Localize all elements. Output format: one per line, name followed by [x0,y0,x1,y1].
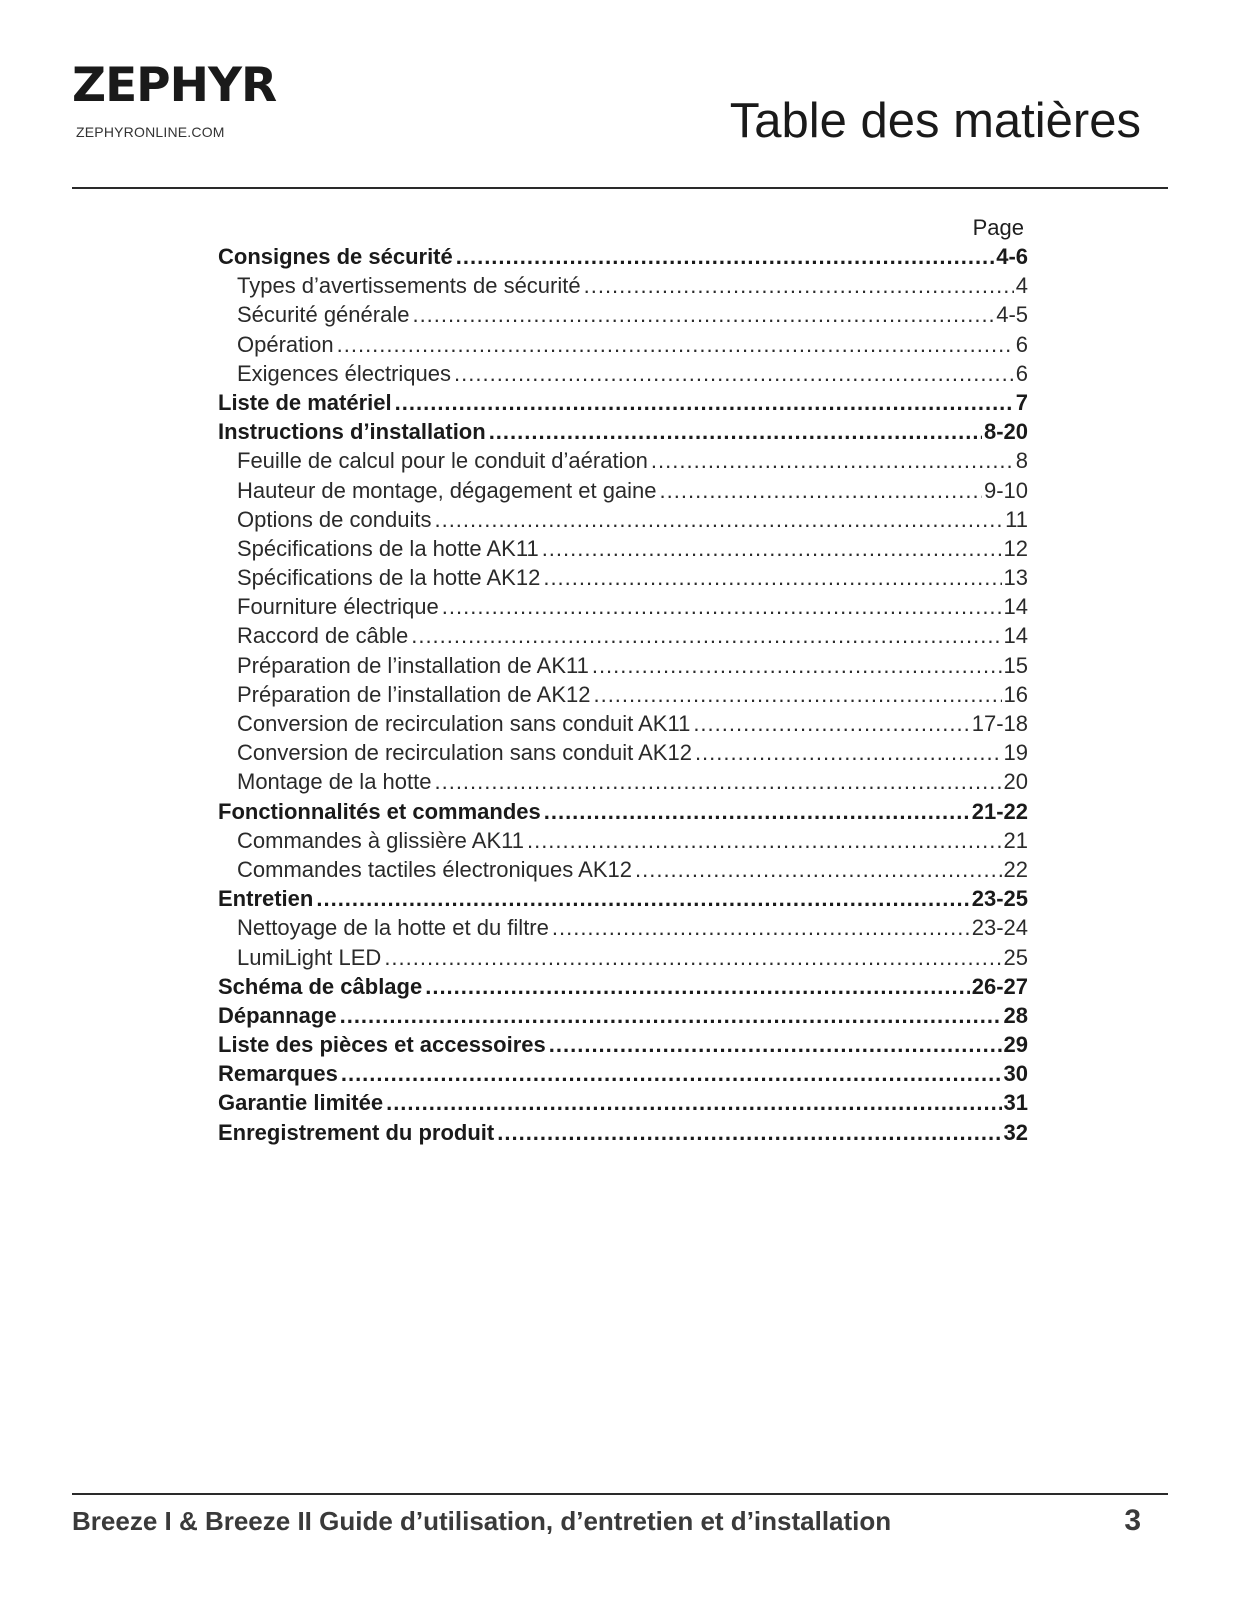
toc-dot-leader [549,1030,1002,1059]
toc-entry-page: 29 [1003,1032,1028,1058]
footer-page-number: 3 [1124,1504,1141,1537]
toc-dot-leader [543,563,1001,592]
toc-entry-label: Options de conduits [237,506,432,532]
toc-entry-page: 17-18 [971,711,1028,736]
toc-entry-label: Remarques [218,1061,338,1087]
toc-subsection-entry [218,330,1028,359]
website-url: ZEPHYRONLINE.COM [76,124,225,140]
footer-document-title: Breeze I & Breeze II Guide d’utilisation, d’entretien et d’installation [72,1506,892,1536]
toc-subsection-entry [218,592,1028,621]
toc-dot-leader [337,330,1014,359]
toc-entry-page: 25 [1003,944,1028,970]
toc-entry-label: Instructions d’installation [218,419,486,445]
toc-subsection-entry [218,709,1028,738]
toc-subsection-entry [218,826,1028,855]
toc-entry-page: 30 [1003,1061,1028,1087]
toc-dot-leader [544,797,970,826]
toc-entry-page: 28 [1003,1002,1028,1028]
toc-entry-page: 15 [1003,652,1028,678]
toc-dot-leader [456,242,994,271]
toc-dot-leader [386,1088,1001,1117]
toc-page-column-header: Page [972,215,1024,240]
toc-section-entry [218,1059,1028,1088]
toc-entry-label: Raccord de câble [237,623,409,649]
toc-entry-label: Opération [237,331,334,357]
toc-subsection-entry [218,651,1028,680]
toc-entry-label: Conversion de recirculation sans conduit AK11 [237,711,691,736]
toc-dot-leader [425,972,970,1001]
toc-section-entry [218,1088,1028,1117]
toc-entry-page: 12 [1003,535,1028,561]
toc-subsection-entry [218,300,1028,329]
toc-dot-leader [340,1001,1002,1030]
toc-dot-leader [454,359,1014,388]
toc-section-entry [218,417,1028,446]
toc-entry-label: Consignes de sécurité [218,244,453,269]
toc-entry-label: Liste des pièces et accessoires [218,1032,546,1058]
toc-dot-leader [497,1118,1001,1147]
toc-entry-label: Dépannage [218,1002,337,1028]
toc-entry-label: Préparation de l’installation de AK12 [237,681,591,707]
toc-subsection-entry [218,738,1028,767]
toc-entry-label: LumiLight LED [237,944,382,970]
toc-entry-label: Types d’avertissements de sécurité [237,273,581,299]
toc-entry-label: Spécifications de la hotte AK12 [237,565,541,591]
toc-section-entry [218,1001,1028,1030]
toc-entry-page: 8-20 [983,419,1028,445]
header-divider [72,187,1168,189]
toc-entry-label: Entretien [218,886,314,912]
toc-subsection-entry [218,767,1028,796]
toc-entry-label: Spécifications de la hotte AK11 [237,535,539,561]
toc-entry-page: 9-10 [983,477,1028,503]
toc-entry-page: 22 [1003,856,1028,882]
toc-entry-page: 8 [1015,448,1028,474]
toc-subsection-entry [218,943,1028,972]
toc-entry-page: 11 [1005,506,1028,532]
toc-entry-label: Hauteur de montage, dégagement et gaine [237,477,657,503]
toc-entry-page: 4-5 [996,302,1028,328]
toc-entry-label: Schéma de câblage [218,973,423,999]
toc-entry-label: Nettoyage de la hotte et du filtre [237,915,549,941]
toc-entry-page: 20 [1003,769,1028,795]
footer-divider [72,1493,1168,1495]
toc-dot-leader [411,621,1001,650]
toc-entry-label: Sécurité générale [237,302,410,328]
toc-entry-label: Conversion de recirculation sans conduit AK12 [237,740,692,766]
toc-dot-leader [527,826,1002,855]
toc-dot-leader [552,913,970,942]
toc-subsection-entry [218,359,1028,388]
toc-entry-label: Commandes à glissière AK11 [237,827,524,853]
toc-subsection-entry [218,680,1028,709]
toc-dot-leader [635,855,1002,884]
toc-dot-leader [693,709,969,738]
toc-entry-page: 14 [1003,594,1028,620]
toc-section-entry [218,797,1028,826]
toc-dot-leader [651,446,1014,475]
toc-entry-page: 23-25 [971,886,1028,912]
toc-entry-page: 32 [1003,1119,1028,1145]
toc-dot-leader [434,767,1001,796]
toc-entry-page: 31 [1003,1090,1028,1116]
toc-section-entry [218,972,1028,1001]
toc-dot-leader [442,592,1002,621]
toc-subsection-entry [218,534,1028,563]
toc-subsection-entry [218,271,1028,300]
toc-dot-leader [592,651,1002,680]
toc-entry-page: 26-27 [971,973,1028,999]
toc-dot-leader [593,680,1001,709]
toc-section-entry [218,388,1028,417]
toc-entry-page: 4 [1015,273,1028,299]
toc-entry-page: 13 [1003,565,1028,591]
toc-section-entry [218,1118,1028,1147]
toc-entry-label: Liste de matériel [218,389,392,415]
page-title: Table des matières [729,93,1141,148]
toc-entry-page: 7 [1015,389,1028,415]
toc-dot-leader [660,476,982,505]
toc-entry-page: 21 [1003,827,1028,853]
toc-entry-label: Feuille de calcul pour le conduit d’aération [237,448,648,474]
toc-subsection-entry [218,621,1028,650]
brand-logo: ZEPHYR [72,58,277,113]
toc-dot-leader [542,534,1002,563]
toc-dot-leader [395,388,1014,417]
toc-entry-label: Garantie limitée [218,1090,384,1116]
toc-section-entry [218,242,1028,271]
toc-dot-leader [489,417,982,446]
toc-dot-leader [695,738,1002,767]
toc-entry-label: Enregistrement du produit [218,1119,495,1145]
toc-subsection-entry [218,855,1028,884]
toc-dot-leader [384,943,1001,972]
toc-subsection-entry [218,505,1028,534]
toc-dot-leader [412,300,994,329]
toc-dot-leader [584,271,1014,300]
toc-subsection-entry [218,476,1028,505]
toc-entry-label: Commandes tactiles électroniques AK12 [237,856,632,882]
toc-entry-page: 23-24 [971,915,1028,941]
toc-entry-page: 6 [1015,331,1028,357]
toc-entry-page: 14 [1003,623,1028,649]
toc-entry-page: 19 [1003,740,1028,766]
table-of-contents [218,213,1028,1147]
toc-entry-label: Exigences électriques [237,360,452,386]
toc-subsection-entry [218,446,1028,475]
toc-dot-leader [316,884,969,913]
toc-section-entry [218,884,1028,913]
toc-entry-label: Fourniture électrique [237,594,439,620]
toc-dot-leader [434,505,1003,534]
toc-subsection-entry [218,563,1028,592]
toc-dot-leader [341,1059,1002,1088]
toc-entry-label: Fonctionnalités et commandes [218,798,541,824]
toc-entry-page: 4-6 [996,244,1028,269]
toc-entry-label: Préparation de l’installation de AK11 [237,652,589,678]
toc-section-entry [218,1030,1028,1059]
toc-entry-page: 21-22 [971,798,1028,824]
toc-subsection-entry [218,913,1028,942]
toc-entry-label: Montage de la hotte [237,769,432,795]
toc-entry-page: 6 [1015,360,1028,386]
toc-entry-page: 16 [1003,681,1028,707]
